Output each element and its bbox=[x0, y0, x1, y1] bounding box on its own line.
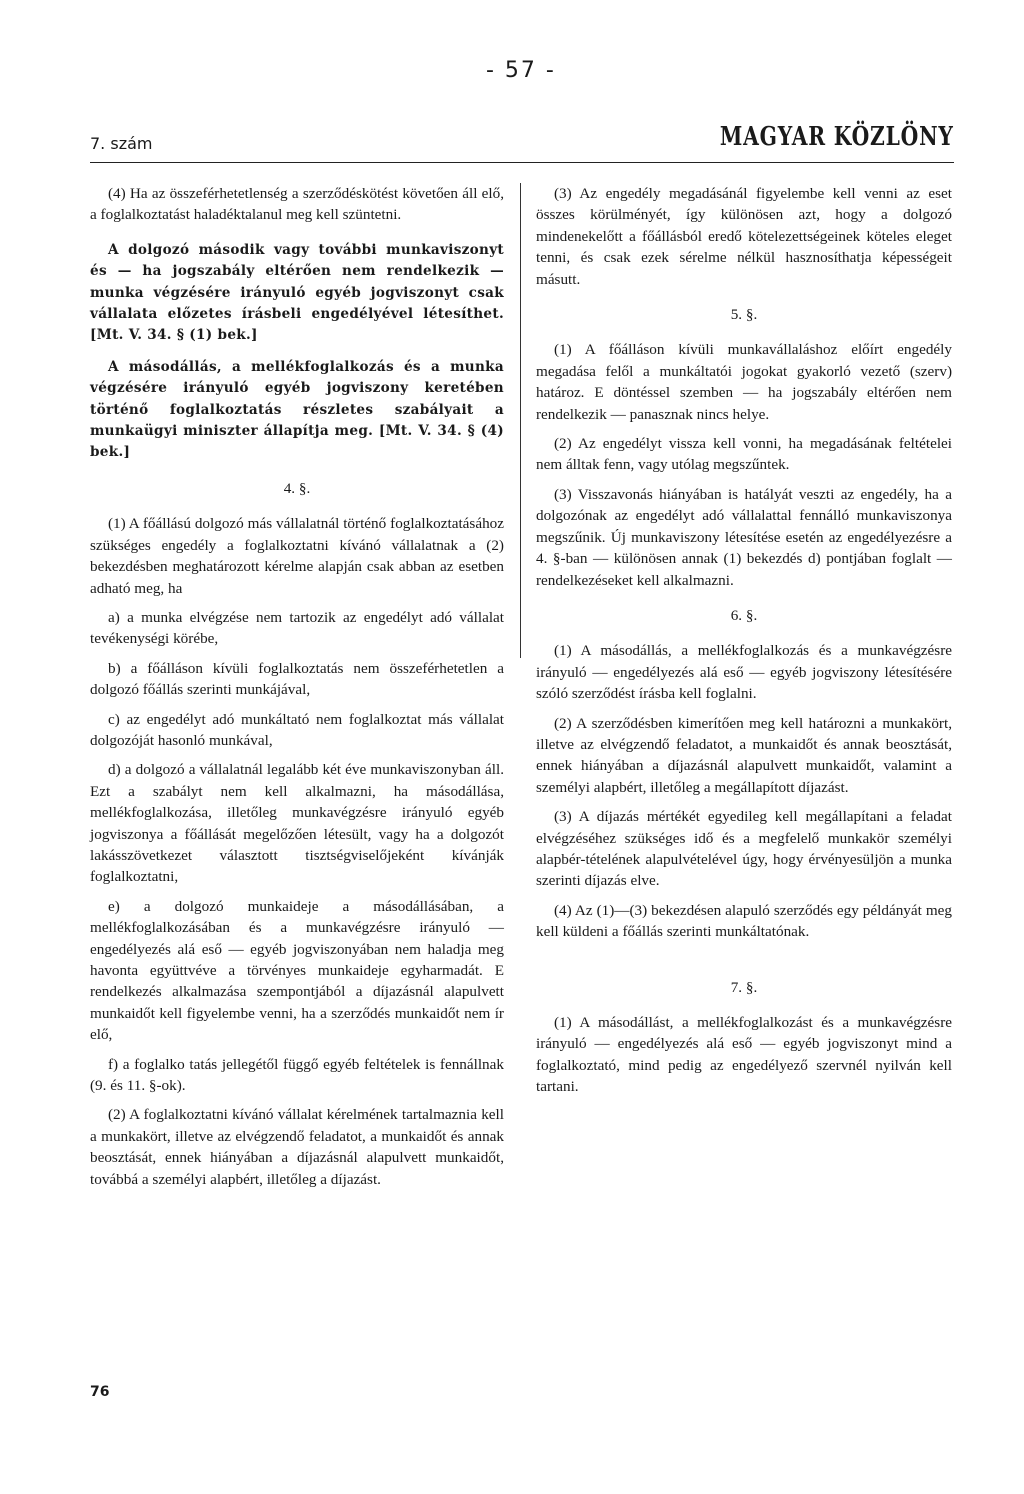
footer-code: 76 bbox=[90, 1384, 110, 1400]
section-heading: 7. §. bbox=[730, 978, 758, 996]
paragraph: (4) Az (1)—(3) bekezdésen alapuló szerződés egy példányát meg kell küldeni a főállás szerinti munkáltatónak. bbox=[536, 901, 952, 941]
column-divider bbox=[520, 183, 521, 658]
list-item: d) a dolgozó a vállalatnál legalább két éve munkaviszonyban áll. Ezt a szabályt nem kell alkalmazni, ha másodállása, mellékfoglalkozása, illetőleg munkavégzésre irányuló egyéb jogviszonya a főállását megelőzően létesült, vagy ha a dolgozót lakásszövetkezet választott tisztségviselőjeként kívánják foglalkoztatni, bbox=[90, 761, 504, 886]
list-item: e) a dolgozó munkaideje a másodállásában, a mellékfoglalkozásában és a munkavégzésre irányuló — engedélyezés alá eső — egyéb jogviszonyában nem haladja meg havonta együttvéve a törvényes munkaideje egyharmadát. E rendelkezés alkalmazása szempontjából a díjazásnál alapulvett munkaidőt kell figyelembe venni, ha a szerződés munkaidőt nem ír elő, bbox=[90, 897, 504, 1044]
left-column bbox=[90, 183, 504, 1198]
paragraph: (4) Ha az összeférhetetlenség a szerződéskötést követően áll elő, a foglalkoztatást haladéktalanul meg kell szüntetni. bbox=[90, 185, 504, 224]
issue-number: 7. szám bbox=[90, 134, 153, 153]
paragraph: (3) Visszavonás hiányában is hatályát veszti az engedély, ha a dolgozónak az engedélyt adó vállalattal fennálló munkaviszonya megszűnik. Új munkaviszony létesítése esetén az engedélyezésre a 4. §-ban — különösen annak (1) bekezdés d) pontjában foglalt — rendelkezéseket kell alkalmazni. bbox=[536, 485, 952, 589]
paragraph: (1) A másodállást, a mellékfoglalkozást és a munkavégzésre irányuló — engedélyezés alá eső — egyéb jogviszonyt mind a foglalkoztató, mind pedig az engedélyező szervnél nyilván kell tartani. bbox=[536, 1014, 952, 1096]
list-item: f) a foglalko tatás jellegétől függő egyéb feltételek is fennállnak (9. és 11. §-ok). bbox=[90, 1055, 504, 1095]
section-heading: 4. §. bbox=[283, 479, 311, 497]
list-item: c) az engedélyt adó munkáltató nem foglalkoztat más vállalat dolgozóját hasonló munkával, bbox=[90, 710, 504, 749]
paragraph-emphasis: A másodállás, a mellékfoglalkozás és a munka végzésére irányuló egyéb jogviszony keretében történő foglalkoztatás részletes szabályait a munkaügyi miniszter állapítja meg. [Mt. V. 34. § (4) bek.] bbox=[90, 358, 504, 461]
paragraph: (2) Az engedélyt vissza kell vonni, ha megadásának feltételei nem álltak fenn, vagy utólag megszűntek. bbox=[536, 435, 952, 474]
paragraph-emphasis: A dolgozó második vagy további munkaviszonyt és — ha jogszabály eltérően nem rendelkezik — munka végzésére irányuló egyéb jogviszonyt csak vállalata előzetes írásbeli engedélyével létesíthet. [Mt. V. 34. § (1) bek.] bbox=[90, 241, 504, 344]
paragraph: (1) A főállású dolgozó más vállalatnál történő foglalkoztatásához szükséges engedély a foglalkoztatni kívánó vállalatnak a (2) bekezdésben meghatározott kérelme alapján csak abban az esetben adható meg, ha bbox=[90, 515, 504, 597]
paragraph: (2) A szerződésben kimerítően meg kell határozni a munkakört, illetve az elvégzendő feladatot, a munkaidőt és annak beosztását, ennek hiányában a díjazásnál alapulvett munkaidőt, valamint a személyi alapbért, illetőleg a megállapított díjazást. bbox=[536, 714, 952, 796]
list-item: a) a munka elvégzése nem tartozik az engedélyt adó vállalat tevékenységi körébe, bbox=[90, 608, 504, 648]
section-heading: 6. §. bbox=[730, 606, 758, 624]
page-header bbox=[90, 122, 954, 163]
paragraph: (1) A másodállás, a mellékfoglalkozás és a munkavégzésre irányuló — engedélyezés alá eső — egyéb jogviszony létesítésére szóló szerződést írásba kell foglalni. bbox=[536, 642, 952, 703]
paragraph: (2) A foglalkoztatni kívánó vállalat kérelmének tartalmaznia kell a munkakört, illetve az elvégzendő feladatot, a munkaidőt és annak beosztását, ennek hiányában a díjazásnál alapulvett munkaidőt, továbbá a személyi alapbért, illetőleg a díjazást. bbox=[90, 1106, 504, 1188]
masthead-title: MAGYAR KÖZLÖNY bbox=[720, 122, 954, 152]
paragraph: (3) A díjazás mértékét egyedileg kell megállapítani a feladat elvégzéséhez szükséges idő és a megfelelő munkakör személyi alapbér-tételének alapulvételével úgy, hogy érvényesüljön a munka szerinti díjazás elve. bbox=[536, 808, 952, 890]
list-item: b) a főálláson kívüli foglalkoztatás nem összeférhetetlen a dolgozó főállás szerinti munkájával, bbox=[90, 659, 504, 699]
right-column bbox=[536, 183, 952, 1106]
section-heading: 5. §. bbox=[730, 306, 758, 324]
paragraph: (1) A főálláson kívüli munkavállaláshoz előírt engedély megadása felől a munkáltatói jogokat gyakorló vezető (szerv) határoz. E döntéssel szemben — ha jogszabály eltérően nem rendelkezik — panasznak nincs helye. bbox=[536, 341, 952, 423]
paragraph: (3) Az engedély megadásánál figyelembe kell venni az eset összes körülményét, így különösen azt, hogy a dolgozó mindenekelőtt a főállásból eredő kötelezettségeinek köteles eleget tenni, és csak ezek sérelme nélkül hasznosíthatja képességeit másutt. bbox=[536, 185, 952, 288]
